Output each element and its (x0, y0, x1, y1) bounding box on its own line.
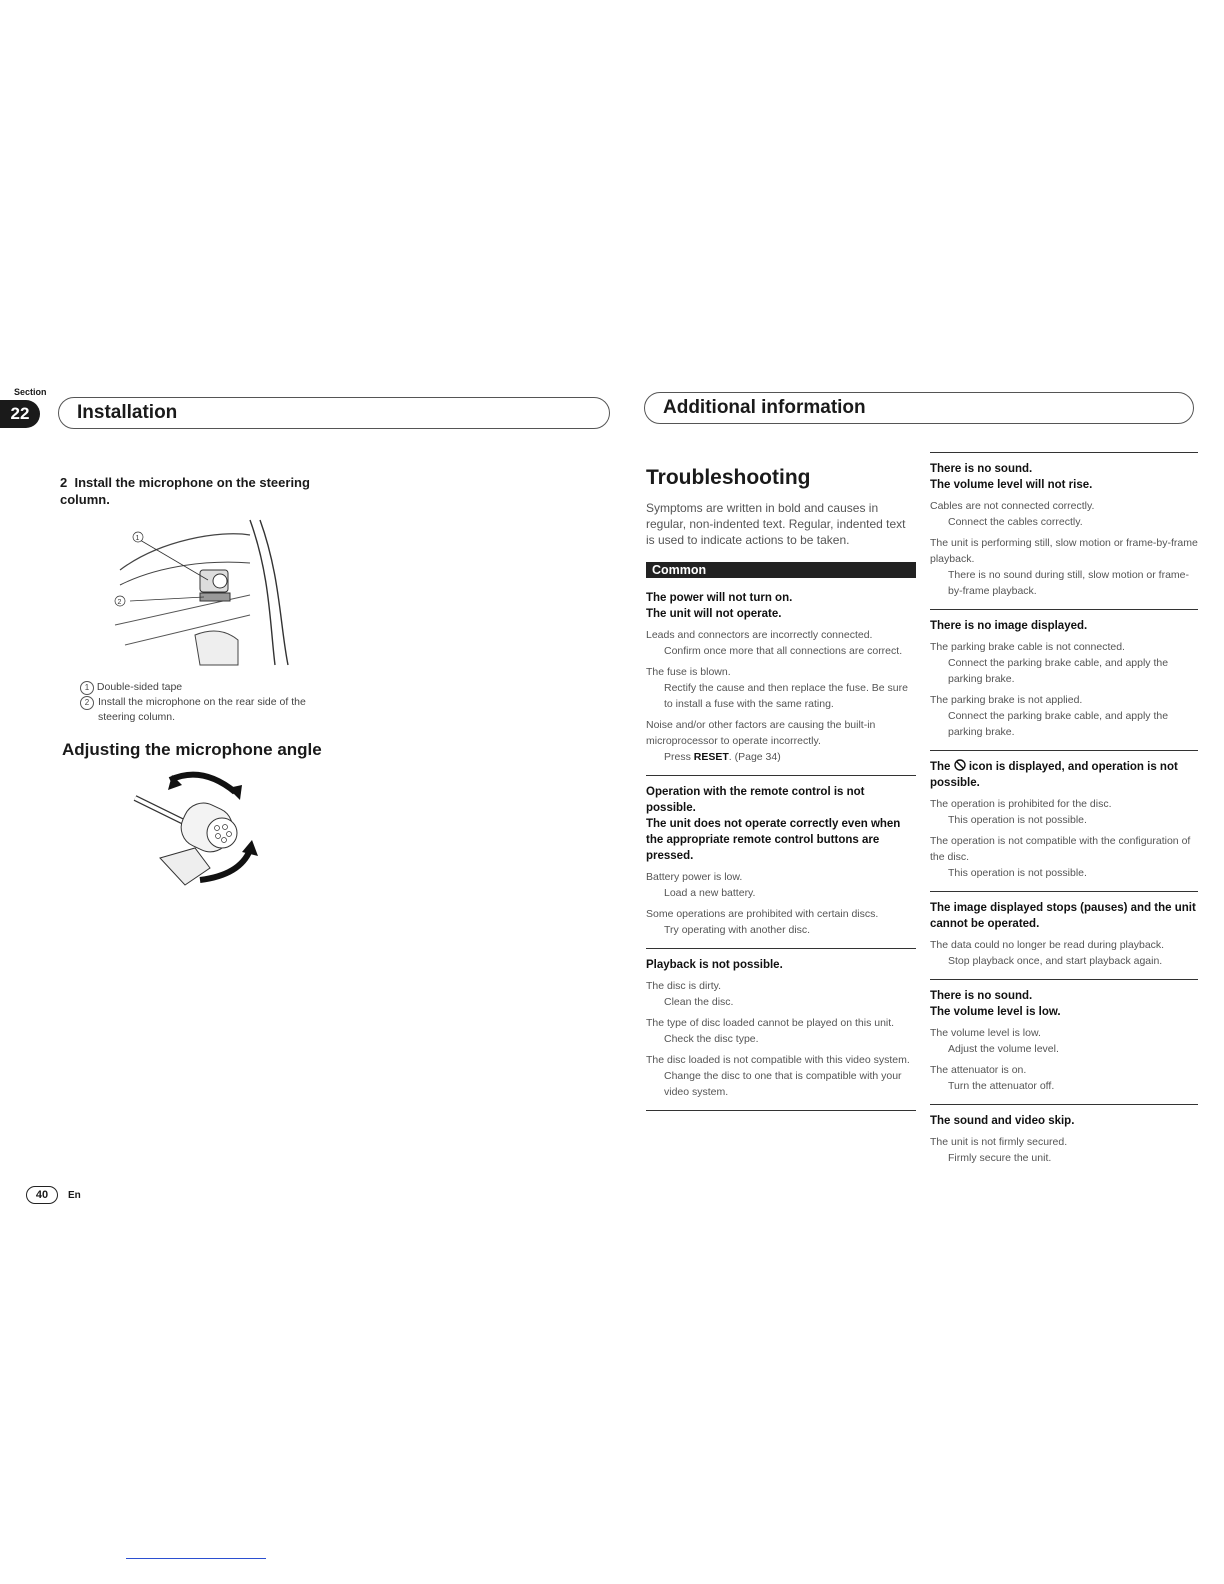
intro-text: Symptoms are written in bold and causes in regular, non-indented text. Regular, indented text is used to indicate actions to be taken. (646, 501, 906, 547)
divider (930, 979, 1198, 980)
action: Change the disc to one that is compatible with your video system. (664, 1070, 902, 1098)
common-label: Common (646, 562, 916, 578)
trouble-group (930, 1113, 1198, 1166)
action-prefix: Press (664, 751, 694, 763)
action: This operation is not possible. (948, 867, 1087, 879)
cause: The operation is prohibited for the disc. (930, 798, 1112, 810)
trouble-group (646, 590, 914, 765)
divider (646, 1110, 916, 1111)
action: Firmly secure the unit. (948, 1152, 1052, 1164)
trouble-group (930, 988, 1198, 1094)
action: Try operating with another disc. (664, 924, 811, 936)
callout-2: 2 (117, 599, 122, 606)
cause: The attenuator is on. (930, 1064, 1027, 1076)
symptom: There is no sound. (930, 463, 1033, 475)
reset-label: RESET (693, 751, 729, 763)
divider (646, 948, 916, 949)
troubleshooting-column-1 (646, 466, 916, 1119)
cause: Some operations are prohibited with certain discs. (646, 908, 879, 920)
caption-item (80, 680, 340, 695)
symptom: Playback is not possible. (646, 959, 783, 971)
action: There is no sound during still, slow motion or frame-by-frame playback. (948, 569, 1190, 597)
cause: The disc is dirty. (646, 980, 722, 992)
action: Stop playback once, and start playback again. (948, 955, 1163, 967)
cause: The parking brake cable is not connected. (930, 641, 1125, 653)
action: Check the disc type. (664, 1033, 759, 1045)
action-suffix: . (Page 34) (728, 751, 781, 763)
symptom-suffix: icon is displayed, and operation is not possible. (930, 761, 1178, 789)
divider (930, 452, 1198, 453)
action: Load a new battery. (664, 887, 756, 899)
divider (930, 609, 1198, 610)
symptom: The unit does not operate correctly even when the appropriate remote control buttons are pressed. (646, 818, 901, 862)
action: Confirm once more that all connections are correct. (664, 645, 903, 657)
cause: The parking brake is not applied. (930, 694, 1083, 706)
cause: The data could no longer be read during playback. (930, 939, 1165, 951)
trouble-group (930, 900, 1198, 969)
symptom: The power will not turn on. (646, 592, 793, 604)
trouble-group (646, 784, 914, 938)
cause: The volume level is low. (930, 1027, 1041, 1039)
callout-1: 1 (135, 535, 140, 542)
action: Adjust the volume level. (948, 1043, 1059, 1055)
trouble-group (646, 957, 914, 1100)
trouble-group (930, 461, 1198, 599)
cause: The unit is performing still, slow motion or frame-by-frame playback. (930, 537, 1198, 565)
prohibited-icon (954, 759, 966, 771)
caption-list (80, 680, 340, 725)
step-number: 2 (60, 475, 68, 490)
steering-column-illustration (100, 515, 290, 670)
step-instruction (60, 474, 340, 508)
caption-number: 2 (80, 696, 94, 710)
action: Turn the attenuator off. (948, 1080, 1055, 1092)
footer-rule (126, 1558, 266, 1559)
section-tab-additional-info (644, 392, 1194, 424)
symptom-prefix: The (930, 761, 951, 773)
cause: The unit is not firmly secured. (930, 1136, 1068, 1148)
caption-number: 1 (80, 681, 94, 695)
symptom: The unit will not operate. (646, 608, 782, 620)
section-title: Additional information (663, 397, 866, 418)
divider (930, 750, 1198, 751)
caption-text: Install the microphone on the rear side of the steering column. (98, 696, 306, 723)
section-label: Section (14, 387, 47, 397)
adjusting-angle-heading: Adjusting the microphone angle (62, 740, 322, 759)
divider (930, 891, 1198, 892)
language-code: En (68, 1190, 81, 1201)
page-number: 40 (26, 1186, 58, 1204)
trouble-group (930, 618, 1198, 740)
action: Connect the parking brake cable, and apply the parking brake. (948, 657, 1169, 685)
symptom: There is no sound. (930, 990, 1033, 1002)
symptom: The volume level will not rise. (930, 479, 1093, 491)
troubleshooting-heading: Troubleshooting (646, 466, 811, 489)
symptom: There is no image displayed. (930, 620, 1088, 632)
action: Rectify the cause and then replace the fuse. Be sure to install a fuse with the same rating. (664, 682, 908, 710)
symptom: The volume level is low. (930, 1006, 1061, 1018)
cause: Leads and connectors are incorrectly connected. (646, 629, 873, 641)
cause: Battery power is low. (646, 871, 743, 883)
action: This operation is not possible. (948, 814, 1087, 826)
action (664, 749, 914, 765)
cause: The type of disc loaded cannot be played on this unit. (646, 1017, 895, 1029)
symptom: The image displayed stops (pauses) and the unit cannot be operated. (930, 902, 1196, 930)
cause: The operation is not compatible with the configuration of the disc. (930, 835, 1191, 863)
cause: The fuse is blown. (646, 666, 731, 678)
caption-item (80, 695, 340, 725)
symptom (930, 759, 1198, 791)
section-tab-installation (58, 397, 610, 429)
troubleshooting-column-2 (930, 452, 1198, 1166)
cause: Noise and/or other factors are causing the built-in microprocessor to operate incorrectly. (646, 719, 876, 747)
step-text: Install the microphone on the steering column. (60, 475, 310, 507)
microphone-angle-illustration (130, 770, 260, 895)
symptom: The sound and video skip. (930, 1115, 1075, 1127)
divider (930, 1104, 1198, 1105)
caption-text: Double-sided tape (96, 681, 183, 693)
action: Connect the cables correctly. (948, 516, 1083, 528)
action: Connect the parking brake cable, and apply the parking brake. (948, 710, 1169, 738)
trouble-group (930, 759, 1198, 881)
symptom: Operation with the remote control is not possible. (646, 786, 865, 814)
section-title: Installation (77, 402, 178, 423)
action: Clean the disc. (664, 996, 734, 1008)
cause: The disc loaded is not compatible with this video system. (646, 1054, 910, 1066)
section-number-badge: 22 (0, 400, 40, 428)
cause: Cables are not connected correctly. (930, 500, 1095, 512)
divider (646, 775, 916, 776)
